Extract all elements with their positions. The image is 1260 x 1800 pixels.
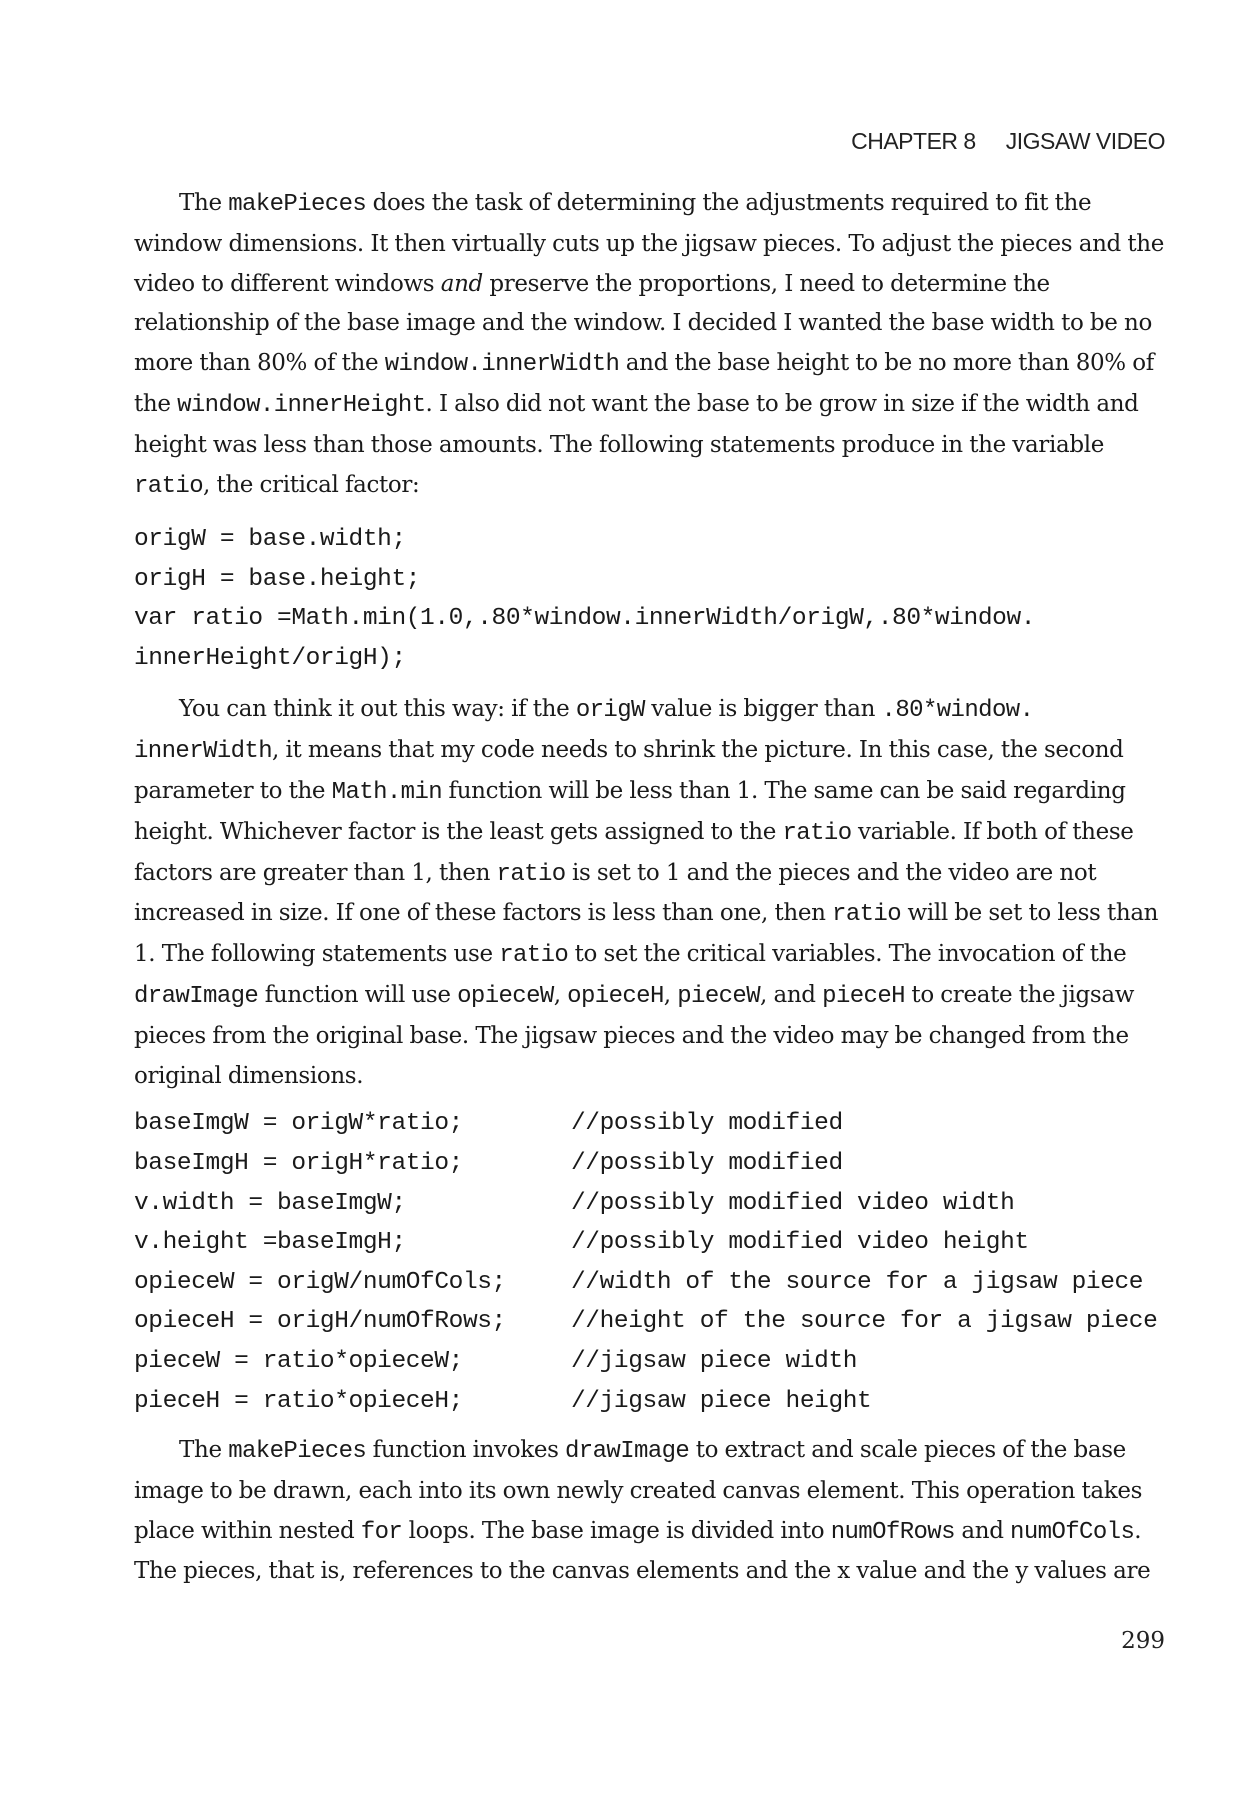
- paragraph-1: The makePieces does the task of determining the adjustments required to fit the window dimensions. It then virtually cuts up the jigsaw pieces. To adjust the pieces and the video to different windows and preserve the proportions, I need to determine the relationship of the base image and the window. I decided I wanted the base width to be no more than 80% of the window.innerWidth and the base height to be no more than 80% of the window.innerHeight. I also did not want the base to be grow in size if the width and height was less than those amounts. The following statements produce in the variable ratio, the critical factor:: [134, 190, 1165, 500]
- code-statement: opieceW = origW/numOfCols;: [134, 1268, 506, 1296]
- code-block-1: [134, 520, 1166, 678]
- inline-code: ratio: [782, 819, 852, 847]
- code-statement: pieceH = ratio*opieceH;: [134, 1387, 463, 1415]
- inline-code: .80*window. innerWidth: [134, 697, 1034, 766]
- inline-code: origW: [575, 697, 645, 725]
- page-content: [134, 184, 1166, 1592]
- code-row: [134, 1184, 1166, 1224]
- paragraph-3: The makePieces function invokes drawImage to extract and scale pieces of the base image to be drawn, each into its own newly created canvas element. This operation takes place within nested for loops. The base image is divided into numOfRows and numOfCols. The pieces, that is, references to the canvas elements and the x value and the y values are: [134, 1437, 1151, 1585]
- inline-code: ratio: [832, 901, 902, 929]
- code-block-2: [134, 1104, 1166, 1421]
- inline-code: drawImage: [565, 1438, 690, 1466]
- code-row: [134, 1342, 1166, 1382]
- code-row: [134, 1144, 1166, 1184]
- inline-code: pieceW: [677, 982, 761, 1010]
- code-row: [134, 1263, 1166, 1303]
- code-line: innerHeight/origH);: [134, 644, 406, 672]
- chapter-title: JIGSAW VIDEO: [1005, 128, 1165, 154]
- code-statement: baseImgW = origW*ratio;: [134, 1110, 463, 1138]
- inline-code: makePieces: [228, 191, 367, 218]
- inline-code: drawImage: [134, 982, 259, 1010]
- inline-code: ratio: [134, 472, 204, 500]
- code-line: origW = base.width;: [134, 526, 406, 554]
- code-statement: opieceH = origH/numOfRows;: [134, 1308, 506, 1336]
- inline-code: ratio: [496, 860, 566, 888]
- inline-code: opieceH: [567, 982, 664, 1010]
- inline-code: window.innerHeight: [177, 391, 426, 419]
- running-header: [851, 128, 1165, 155]
- code-comment: //jigsaw piece height: [571, 1387, 872, 1415]
- code-row: [134, 1104, 1166, 1144]
- code-comment: //possibly modified video height: [571, 1229, 1029, 1257]
- inline-code: numOfRows: [830, 1518, 955, 1546]
- inline-code: window.innerWidth: [384, 351, 620, 379]
- emphasis: and: [440, 270, 483, 297]
- code-row: [134, 1302, 1166, 1342]
- code-line: origH = base.height;: [134, 565, 421, 593]
- code-line: var ratio =Math.min(1.0,.80*window.innerWidth/origW,.80*window.: [134, 605, 1036, 633]
- paragraph-2: You can think it out this way: if the origW value is bigger than .80*window. innerWidth, it means that my code needs to shrink the picture. In this case, the second parameter to the Math.min function will be less than 1. The same can be said regarding height. Whichever factor is the least gets assigned to the ratio variable. If both of these factors are greater than 1, then ratio is set to 1 and the pieces and the video are not increased in size. If one of these factors is less than one, then ratio will be set to less than 1. The following statements use ratio to set the critical variables. The invocation of the drawImage function will use opieceW, opieceH, pieceW, and pieceH to create the jigsaw pieces from the original base. The jigsaw pieces and the video may be changed from the original dimensions.: [134, 696, 1159, 1089]
- inline-code: Math.min: [331, 778, 443, 806]
- code-comment: //possibly modified: [571, 1110, 843, 1138]
- code-comment: //height of the source for a jigsaw piece: [571, 1308, 1158, 1336]
- code-statement: v.height =baseImgH;: [134, 1229, 406, 1257]
- code-statement: baseImgH = origH*ratio;: [134, 1149, 463, 1177]
- chapter-label: CHAPTER 8: [851, 128, 976, 154]
- inline-code: for: [360, 1518, 403, 1546]
- page-number: 299: [1121, 1628, 1165, 1654]
- code-row: [134, 1382, 1166, 1422]
- code-row: [134, 1223, 1166, 1263]
- code-statement: pieceW = ratio*opieceW;: [134, 1347, 463, 1375]
- inline-code: numOfCols: [1010, 1518, 1135, 1546]
- code-comment: //possibly modified: [571, 1149, 843, 1177]
- code-comment: //width of the source for a jigsaw piece: [571, 1268, 1144, 1296]
- code-comment: //possibly modified video width: [571, 1189, 1015, 1217]
- code-comment: //jigsaw piece width: [571, 1347, 858, 1375]
- inline-code: pieceH: [822, 982, 905, 1010]
- code-statement: v.width = baseImgW;: [134, 1189, 406, 1217]
- inline-code: opieceW: [457, 982, 554, 1010]
- inline-code: makePieces: [228, 1438, 367, 1466]
- inline-code: ratio: [499, 942, 569, 970]
